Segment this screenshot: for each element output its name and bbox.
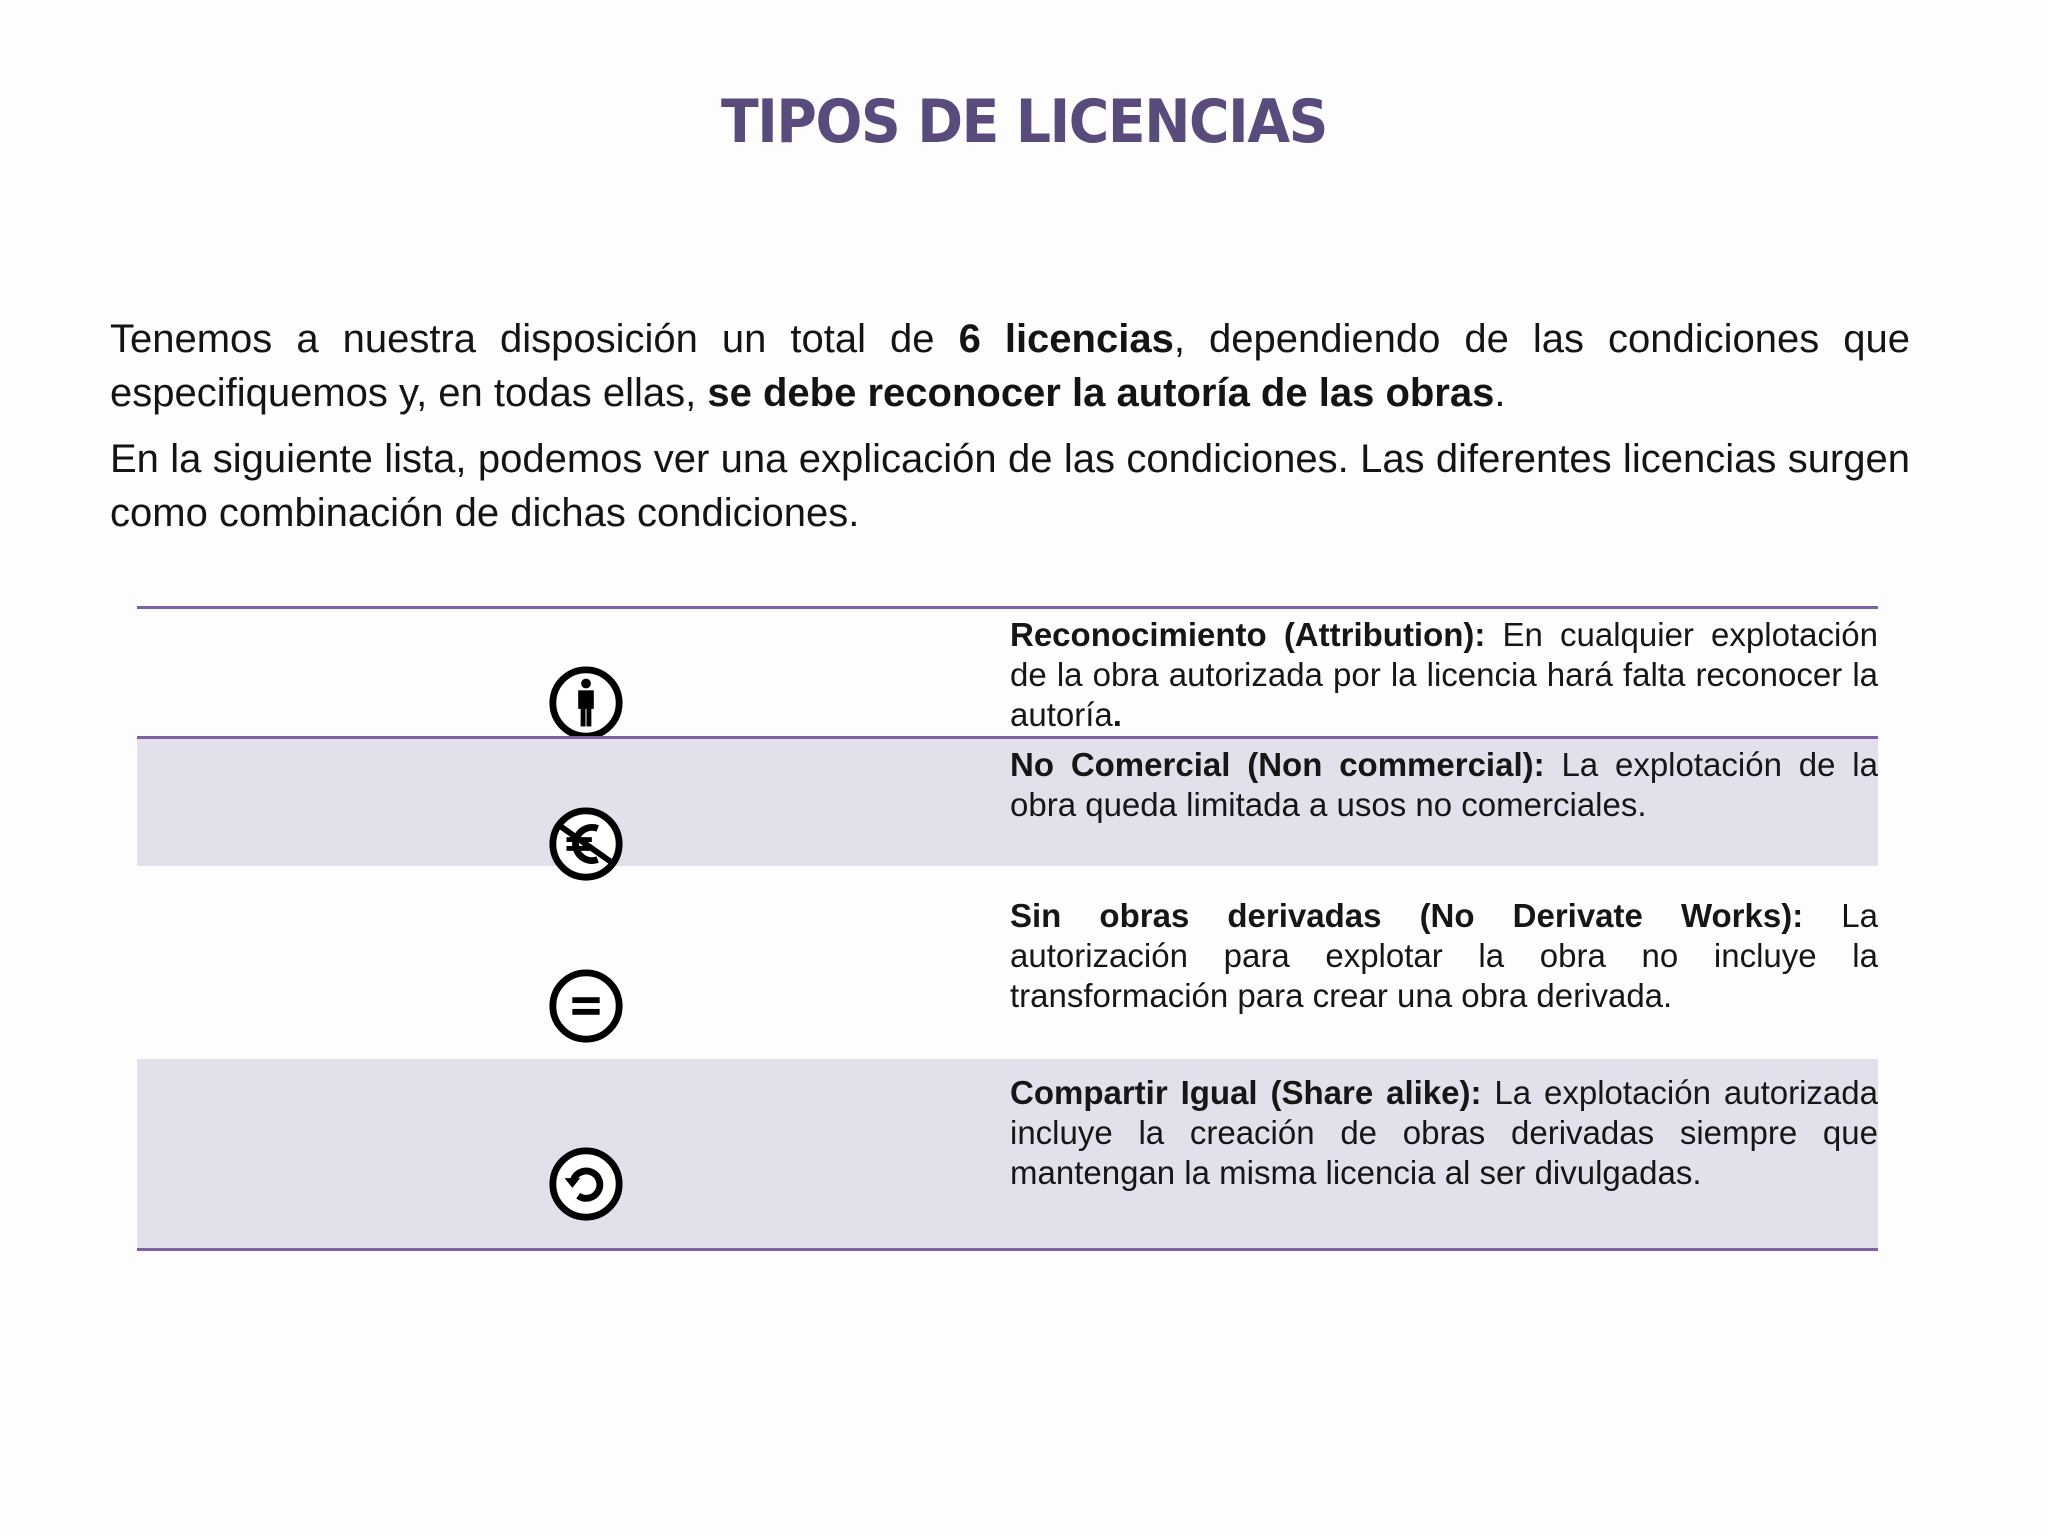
- intro-text-span: .: [1494, 371, 1506, 415]
- condition-description: [1010, 609, 1878, 736]
- intro-text-span: Tenemos a nuestra disposición un total de: [110, 317, 959, 361]
- condition-suffix: .: [1112, 696, 1122, 733]
- condition-text: La explotación de la obra queda limitada a usos no comerciales.: [1010, 746, 1878, 823]
- condition-description: [1010, 876, 1878, 1059]
- intro-bold-authorship: se debe reconocer la autoría de las obras: [707, 371, 1495, 415]
- attribution-icon: [547, 664, 625, 742]
- condition-text: La explotación autorizada incluye la creación de obras derivadas siempre que mantengan la misma licencia al ser divulgadas.: [1010, 1074, 1878, 1191]
- condition-name: Sin obras derivadas (No Derivate Works):: [1010, 897, 1804, 934]
- intro-bold-license-count: 6 licencias: [958, 317, 1174, 361]
- condition-name: No Comercial (Non commercial):: [1010, 746, 1545, 783]
- condition-row-no-derivatives: [137, 866, 1878, 1059]
- condition-text: La autorización para explotar la obra no incluye la transformación para crear una obra derivada.: [1010, 897, 1878, 1014]
- condition-description: [1010, 739, 1878, 866]
- condition-name: Compartir Igual (Share alike):: [1010, 1074, 1482, 1111]
- condition-row-non-commercial: [137, 736, 1878, 866]
- intro-paragraph-1: [110, 312, 1910, 420]
- icon-cell: [137, 876, 1010, 1059]
- intro-text: [110, 312, 1910, 552]
- condition-row-attribution: [137, 606, 1878, 736]
- intro-text-span: , dependiendo de las condiciones que especifiquemos y, en todas ellas,: [110, 317, 1910, 415]
- icon-cell: [137, 1059, 1010, 1248]
- icon-cell: [137, 739, 1010, 866]
- condition-text: En cualquier explotación de la obra autorizada por la licencia hará falta reconocer la autoría: [1010, 616, 1878, 733]
- intro-paragraph-2: En la siguiente lista, podemos ver una explicación de las condiciones. Las diferentes licencias surgen como combinación de dichas condiciones.: [110, 437, 1910, 535]
- condition-row-share-alike: [137, 1059, 1878, 1251]
- share-alike-icon: [547, 1145, 625, 1223]
- no-derivatives-icon: [547, 967, 625, 1045]
- condition-name: Reconocimiento (Attribution):: [1010, 616, 1486, 653]
- conditions-table: [137, 606, 1878, 1251]
- slide-title: TIPOS DE LICENCIAS: [720, 87, 1328, 157]
- condition-description: [1010, 1059, 1878, 1248]
- icon-cell: [137, 609, 1010, 736]
